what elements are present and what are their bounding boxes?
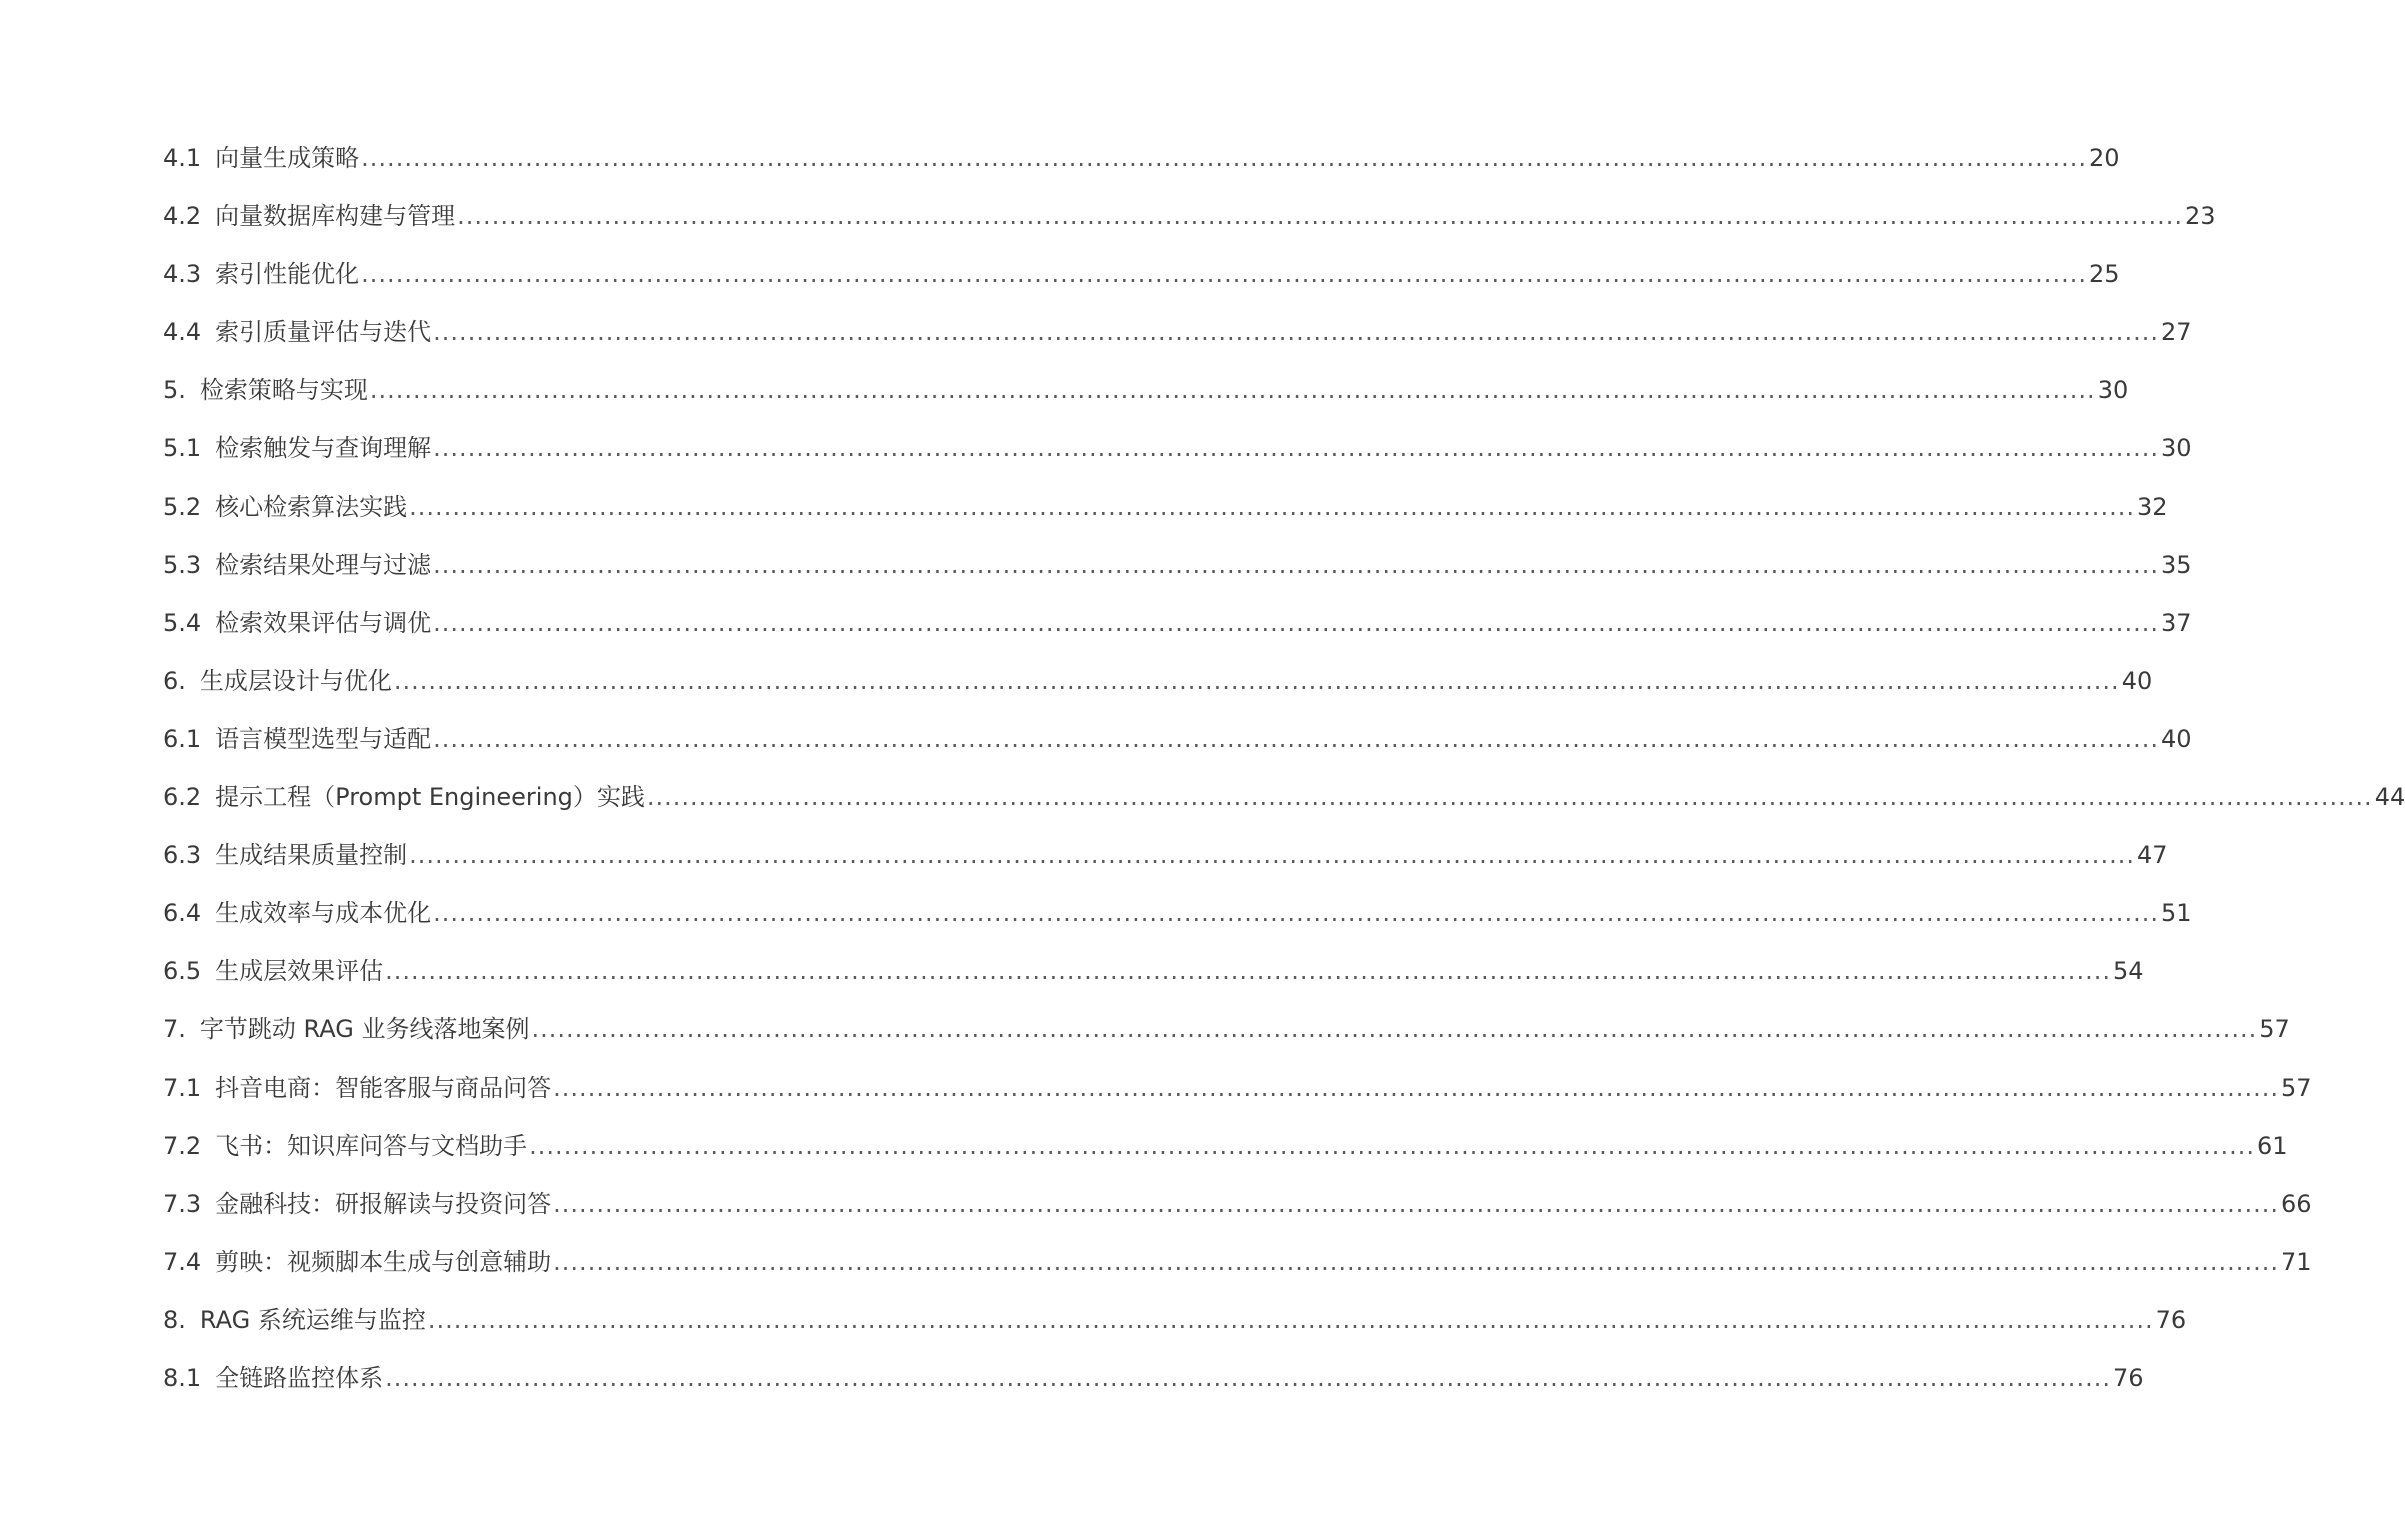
toc-entry-page: 57 — [2280, 1073, 2312, 1102]
toc-dot-leader: ........................................................................................................................................................................................................ — [531, 1015, 2258, 1044]
toc-entry[interactable] — [163, 1233, 2312, 1291]
toc-dot-leader: ........................................................................................................................................................................................................ — [433, 899, 2159, 928]
toc-dot-leader: ........................................................................................................................................................................................................ — [361, 144, 2087, 172]
toc-entry-page: 35 — [2160, 550, 2192, 579]
toc-entry[interactable] — [163, 361, 2129, 419]
toc-entry-title: 提示工程（Prompt Engineering）实践 — [215, 783, 645, 812]
toc-entry-number: 6. — [163, 666, 186, 695]
table-of-contents — [163, 129, 2405, 1407]
toc-entry-page: 27 — [2160, 318, 2192, 347]
toc-entry-title: 生成效率与成本优化 — [215, 899, 432, 928]
toc-entry-title: 向量生成策略 — [215, 144, 360, 172]
toc-entry-title: 索引质量评估与迭代 — [215, 318, 432, 347]
toc-entry-number: 6.2 — [163, 783, 202, 812]
toc-entry-number: 4.3 — [163, 260, 202, 289]
toc-entry[interactable] — [163, 942, 2144, 1000]
toc-entry-title: 语言模型选型与适配 — [215, 724, 432, 753]
toc-entry-page: 40 — [2160, 724, 2192, 753]
toc-entry[interactable] — [163, 303, 2192, 361]
toc-dot-leader: ........................................................................................................................................................................................................ — [433, 550, 2159, 579]
toc-entry[interactable] — [163, 1059, 2312, 1117]
toc-entry-number: 7.3 — [163, 1189, 202, 1218]
toc-entry[interactable] — [163, 1175, 2312, 1233]
toc-dot-leader: ........................................................................................................................................................................................................ — [369, 376, 2096, 405]
toc-entry-title: 核心检索算法实践 — [215, 492, 408, 521]
toc-entry[interactable] — [163, 594, 2192, 652]
toc-entry-page: 76 — [2112, 1363, 2144, 1392]
toc-entry[interactable] — [163, 768, 2405, 826]
toc-dot-leader: ........................................................................................................................................................................................................ — [433, 318, 2159, 347]
toc-entry[interactable] — [163, 884, 2192, 942]
toc-entry-title: 生成结果质量控制 — [215, 841, 408, 870]
toc-entry-number: 7.2 — [163, 1131, 202, 1160]
toc-entry-page: 23 — [2184, 202, 2216, 231]
toc-entry-number: 8.1 — [163, 1363, 202, 1392]
toc-entry-number: 7. — [163, 1015, 186, 1044]
toc-dot-leader: ........................................................................................................................................................................................................ — [646, 783, 2373, 812]
toc-entry[interactable] — [163, 826, 2168, 884]
toc-entry-number: 5.3 — [163, 550, 202, 579]
toc-entry-title: 检索触发与查询理解 — [215, 434, 432, 463]
toc-entry[interactable] — [163, 652, 2153, 710]
toc-dot-leader: ........................................................................................................................................................................................................ — [385, 957, 2111, 986]
toc-entry-page: 30 — [2097, 376, 2129, 405]
toc-entry-title: 飞书：知识库问答与文档助手 — [215, 1131, 528, 1160]
toc-entry[interactable] — [163, 419, 2192, 477]
toc-entry-number: 4.1 — [163, 144, 202, 172]
toc-entry-page: 37 — [2160, 608, 2192, 637]
toc-entry-number: 5.2 — [163, 492, 202, 521]
toc-entry-number: 7.4 — [163, 1247, 202, 1276]
toc-entry-number: 8. — [163, 1305, 186, 1334]
toc-entry-number: 4.4 — [163, 318, 202, 347]
toc-entry-title: 生成层效果评估 — [215, 957, 384, 986]
toc-entry-page: 40 — [2121, 666, 2153, 695]
toc-entry-page: 47 — [2136, 841, 2168, 870]
toc-dot-leader: ........................................................................................................................................................................................................ — [553, 1073, 2279, 1102]
toc-entry-page: 32 — [2136, 492, 2168, 521]
toc-dot-leader: ........................................................................................................................................................................................................ — [433, 434, 2159, 463]
toc-entry-page: 57 — [2259, 1015, 2290, 1044]
toc-entry-number: 6.5 — [163, 957, 202, 986]
toc-entry-title: 检索效果评估与调优 — [215, 608, 432, 637]
toc-entry[interactable] — [163, 1117, 2288, 1175]
toc-entry-page: 25 — [2088, 260, 2120, 289]
toc-dot-leader: ........................................................................................................................................................................................................ — [409, 492, 2135, 521]
toc-entry-number: 6.1 — [163, 724, 202, 753]
toc-entry-page: 76 — [2155, 1305, 2187, 1334]
toc-entry-number: 7.1 — [163, 1073, 202, 1102]
toc-entry-number: 5.4 — [163, 608, 202, 637]
toc-entry[interactable] — [163, 536, 2192, 594]
toc-entry-page: 61 — [2256, 1131, 2288, 1160]
toc-dot-leader: ........................................................................................................................................................................................................ — [553, 1189, 2279, 1218]
toc-entry-page: 30 — [2160, 434, 2192, 463]
toc-entry-title: 全链路监控体系 — [215, 1363, 384, 1392]
toc-entry-page: 71 — [2280, 1247, 2312, 1276]
toc-dot-leader: ........................................................................................................................................................................................................ — [409, 841, 2135, 870]
toc-dot-leader: ........................................................................................................................................................................................................ — [457, 202, 2183, 231]
toc-entry-page: 51 — [2160, 899, 2192, 928]
toc-entry[interactable] — [163, 1349, 2144, 1407]
toc-entry-page: 44 — [2374, 783, 2405, 812]
toc-dot-leader: ........................................................................................................................................................................................................ — [393, 666, 2120, 695]
toc-entry-title: 字节跳动 RAG 业务线落地案例 — [199, 1015, 530, 1044]
toc-dot-leader: ........................................................................................................................................................................................................ — [433, 724, 2159, 753]
toc-entry-title: 生成层设计与优化 — [199, 666, 392, 695]
toc-entry-title: 检索结果处理与过滤 — [215, 550, 432, 579]
toc-entry-number: 4.2 — [163, 202, 202, 231]
toc-entry-title: 检索策略与实现 — [199, 376, 368, 405]
toc-entry[interactable] — [163, 1291, 2187, 1349]
toc-dot-leader: ........................................................................................................................................................................................................ — [427, 1305, 2154, 1334]
toc-entry-title: 索引性能优化 — [215, 260, 360, 289]
toc-entry[interactable] — [163, 129, 2120, 187]
toc-entry-number: 6.3 — [163, 841, 202, 870]
toc-entry-page: 54 — [2112, 957, 2144, 986]
toc-entry-number: 6.4 — [163, 899, 202, 928]
toc-entry[interactable] — [163, 245, 2120, 303]
toc-entry[interactable] — [163, 710, 2192, 768]
toc-entry-title: 向量数据库构建与管理 — [215, 202, 456, 231]
toc-entry-number: 5.1 — [163, 434, 202, 463]
toc-dot-leader: ........................................................................................................................................................................................................ — [385, 1363, 2111, 1392]
toc-entry-page: 66 — [2280, 1189, 2312, 1218]
toc-entry-number: 5. — [163, 376, 186, 405]
toc-entry-page: 20 — [2088, 144, 2120, 172]
toc-entry[interactable] — [163, 187, 2216, 245]
toc-entry-title: 抖音电商：智能客服与商品问答 — [215, 1073, 552, 1102]
toc-entry[interactable] — [163, 1000, 2290, 1058]
toc-entry-title: 剪映：视频脚本生成与创意辅助 — [215, 1247, 552, 1276]
toc-entry[interactable] — [163, 478, 2168, 536]
toc-entry-title: RAG 系统运维与监控 — [199, 1305, 426, 1334]
toc-dot-leader: ........................................................................................................................................................................................................ — [433, 608, 2159, 637]
toc-entry-title: 金融科技：研报解读与投资问答 — [215, 1189, 552, 1218]
toc-dot-leader: ........................................................................................................................................................................................................ — [361, 260, 2087, 289]
toc-dot-leader: ........................................................................................................................................................................................................ — [529, 1131, 2255, 1160]
toc-dot-leader: ........................................................................................................................................................................................................ — [553, 1247, 2279, 1276]
